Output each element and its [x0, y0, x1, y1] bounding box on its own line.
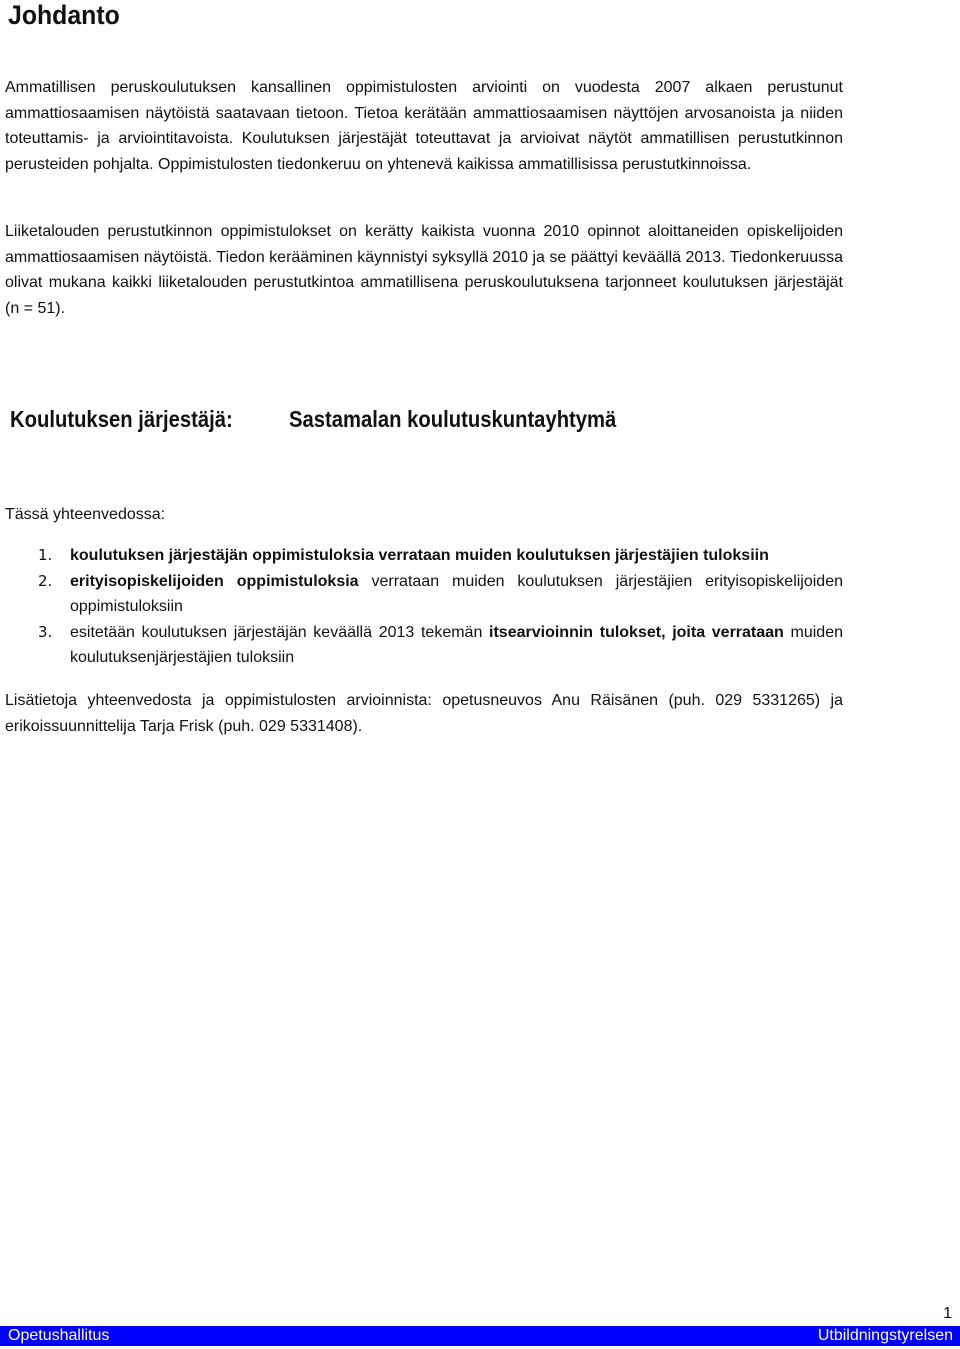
list-item	[5, 569, 843, 620]
list-item-bold-text: koulutuksen järjestäjän oppimistuloksia verrataan muiden koulutuksen järjestäjien tuloksiin	[70, 547, 769, 564]
organizer-label: Koulutuksen järjestäjä:	[10, 406, 233, 432]
footer-right-label: Utbildningstyrelsen	[817, 1327, 953, 1344]
page-title: Johdanto	[8, 0, 120, 30]
organizer-name: Sastamalan koulutuskuntayhtymä	[289, 406, 617, 432]
contact-paragraph: Lisätietoja yhteenvedosta ja oppimistulosten arvioinnista: opetusneuvos Anu Räisänen (puh. 029 5331265) ja erikoissuunnittelija Tarja Frisk (puh. 029 5331408).	[5, 692, 843, 735]
list-item-number: 2.	[38, 571, 53, 590]
page-number: 1	[943, 1305, 952, 1322]
list-item-text: verrataan muiden koulutuksen järjestäjien erityisopiskelijoiden oppimistuloksiin	[70, 572, 843, 615]
footer-left-label: Opetushallitus	[8, 1327, 110, 1344]
intro-paragraph-2: Liiketalouden perustutkinnon oppimistulokset on kerätty kaikista vuonna 2010 opinnot aloittaneiden opiskelijoiden ammattiosaamisen näytöistä. Tiedon kerääminen käynnistyi syksyllä 2010 ja se päättyi keväällä 2013. Tiedonkeruussa olivat mukana kaikki liiketalouden perustutkintoa ammatillisena peruskoulutuksena tarjonneet koulutuksen järjestäjät (n = 51).	[5, 223, 843, 317]
list-item-number: 3.	[38, 622, 53, 641]
summary-list	[5, 543, 843, 671]
list-item	[5, 543, 843, 569]
intro-paragraph-1: Ammatillisen peruskoulutuksen kansallinen oppimistulosten arviointi on vuodesta 2007 alkaen perustunut ammattiosaamisen näytöistä saatavaan tietoon. Tietoa kerätään ammattiosaamisen näyttöjen arvosanoista ja niiden toteuttamis- ja arviointitavoista. Koulutuksen järjestäjät toteuttavat ja arvioivat näytöt ammatillisen perustutkinnon perusteiden pohjalta. Oppimistulosten tiedonkeruu on yhtenevä kaikissa ammatillisissa perustutkinnoissa.	[5, 79, 843, 173]
list-item-bold-text: itsearvioinnin tulokset, joita verrataan	[489, 623, 784, 641]
list-item-text: muiden koulutuksenjärjestäjien tuloksiin	[70, 623, 844, 666]
list-item-number: 1.	[38, 546, 53, 564]
list-item-bold-text: erityisopiskelijoiden oppimistuloksia	[70, 572, 359, 590]
footer-bar	[0, 1326, 960, 1346]
summary-intro: Tässä yhteenvedossa:	[5, 506, 166, 523]
list-item-text: esitetään koulutuksen järjestäjän keväällä 2013 tekemän	[70, 623, 490, 641]
list-item	[5, 620, 843, 671]
